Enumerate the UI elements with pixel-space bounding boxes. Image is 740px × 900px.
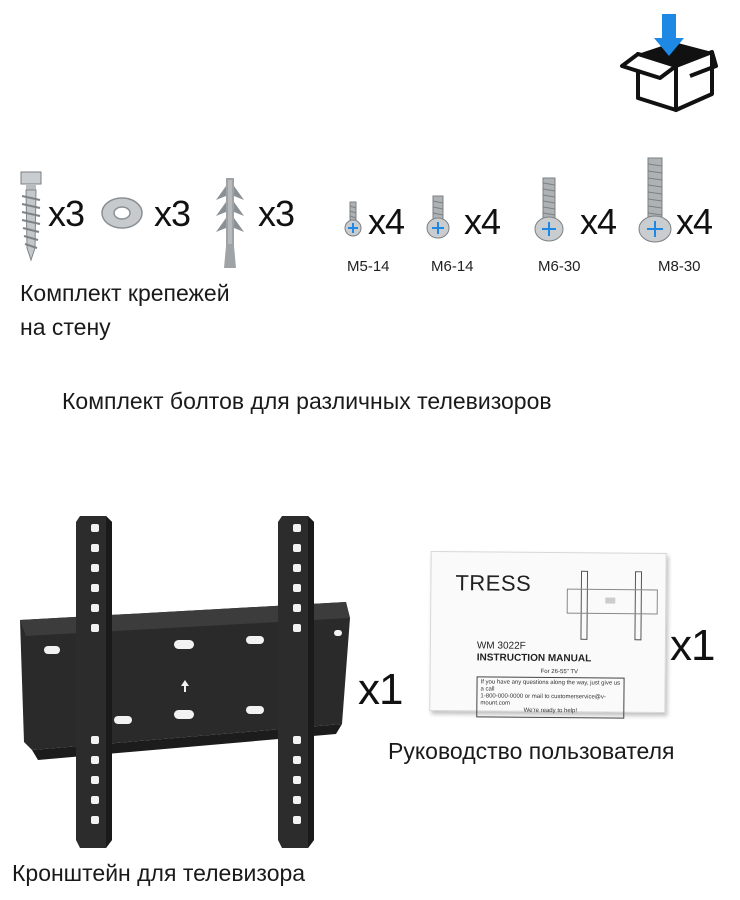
manual-brand: TRESS bbox=[455, 570, 532, 596]
bolt-m8-30-size: M8-30 bbox=[658, 258, 701, 275]
bolt-m6-30-icon bbox=[534, 176, 564, 242]
wall-anchor-icon bbox=[214, 176, 246, 270]
bolt-m5-14-icon bbox=[344, 200, 362, 240]
bolt-m8-30-icon bbox=[638, 156, 672, 244]
bolt-m6-14-quantity: x4 bbox=[464, 201, 501, 242]
lag-screw-icon bbox=[18, 170, 44, 262]
wall-kit-caption bbox=[20, 276, 230, 344]
bolt-m5-14-size: M5-14 bbox=[347, 258, 390, 275]
washer-quantity: x3 bbox=[154, 193, 191, 234]
bolt-m6-30-quantity: x4 bbox=[580, 201, 617, 242]
lag-screw-quantity: x3 bbox=[48, 193, 85, 234]
bolt-m8-30-quantity: x4 bbox=[676, 201, 713, 242]
instruction-manual-image bbox=[429, 551, 666, 713]
manual-fine-print-1: If you have any questions along the way, just give us a call bbox=[480, 679, 621, 693]
bracket-caption: Кронштейн для телевизора bbox=[12, 860, 306, 886]
washer-icon bbox=[100, 195, 144, 231]
manual-model: WM 3022F bbox=[476, 640, 526, 652]
manual-title: INSTRUCTION MANUAL bbox=[476, 652, 592, 665]
manual-tv-range: For 26-55" TV bbox=[540, 668, 579, 676]
bolt-m6-14-icon bbox=[426, 194, 450, 240]
package-box-icon bbox=[618, 14, 718, 114]
bolt-m6-30-size: M6-30 bbox=[538, 258, 581, 275]
tv-bracket-image bbox=[14, 510, 354, 850]
wall-anchor-quantity: x3 bbox=[258, 193, 295, 234]
manual-fine-print-2: 1-800-000-0000 or mail to customerservice@v-mount.com bbox=[480, 693, 606, 707]
manual-quantity: x1 bbox=[670, 621, 715, 670]
manual-caption: Руководство пользователя bbox=[388, 738, 675, 764]
bolt-m5-14-quantity: x4 bbox=[368, 201, 405, 242]
wall-kit-caption-line1: Комплект крепежей bbox=[20, 280, 230, 306]
manual-fine-print-box bbox=[476, 676, 624, 718]
bracket-quantity: x1 bbox=[358, 665, 403, 714]
bolt-kit-caption: Комплект болтов для различных телевизоров bbox=[62, 388, 552, 414]
manual-fine-print-3: We're ready to help! bbox=[523, 707, 578, 715]
bolt-m6-14-size: M6-14 bbox=[431, 258, 474, 275]
manual-bracket-sketch bbox=[565, 567, 662, 644]
wall-kit-caption-line2: на стену bbox=[20, 314, 111, 340]
